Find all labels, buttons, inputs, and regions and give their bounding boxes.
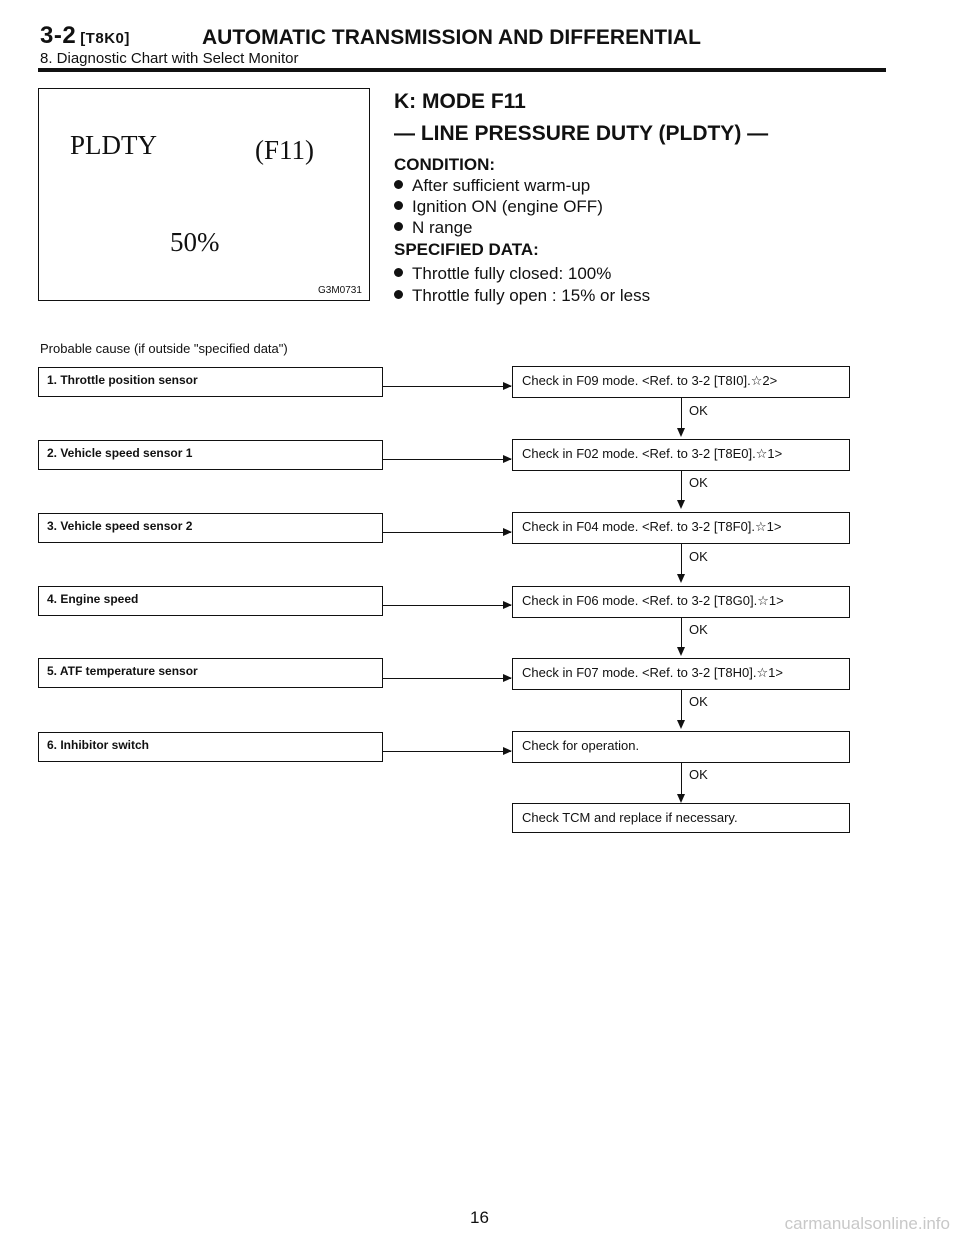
condition-item: After sufficient warm-up <box>394 176 590 196</box>
check-box: Check in F07 mode. <Ref. to 3-2 [T8H0].☆1> <box>512 658 850 690</box>
ok-label: OK <box>689 475 708 490</box>
check-box: Check in F04 mode. <Ref. to 3-2 [T8F0].☆1> <box>512 512 850 544</box>
page-number: 16 <box>470 1208 489 1227</box>
arrow-right-icon <box>503 747 512 755</box>
connector-line <box>383 751 511 752</box>
connector-line <box>383 605 511 606</box>
arrow-down-icon <box>677 720 685 729</box>
arrow-down-icon <box>677 500 685 509</box>
ok-label: OK <box>689 622 708 637</box>
arrow-right-icon <box>503 528 512 536</box>
connector-line <box>681 618 682 647</box>
monitor-value: 50% <box>170 227 220 257</box>
connector-line <box>681 471 682 500</box>
arrow-down-icon <box>677 574 685 583</box>
arrow-down-icon <box>677 794 685 803</box>
cause-box: 4. Engine speed <box>38 586 383 616</box>
sub-code: [T8K0] <box>80 30 130 47</box>
cause-box: 6. Inhibitor switch <box>38 732 383 762</box>
bullet-icon <box>394 290 403 299</box>
bullet-icon <box>394 201 403 210</box>
monitor-mode: (F11) <box>255 135 314 165</box>
ok-label: OK <box>689 767 708 782</box>
connector-line <box>681 398 682 428</box>
mode-title: K: MODE F11 <box>394 90 526 113</box>
connector-line <box>681 544 682 574</box>
watermark: carmanualsonline.info <box>784 1214 950 1233</box>
mode-subtitle: — LINE PRESSURE DUTY (PLDTY) — <box>394 122 769 145</box>
bullet-icon <box>394 222 403 231</box>
bullet-icon <box>394 268 403 277</box>
arrow-right-icon <box>503 601 512 609</box>
connector-line <box>383 532 511 533</box>
connector-line <box>681 690 682 720</box>
condition-item: Ignition ON (engine OFF) <box>394 197 603 217</box>
ok-label: OK <box>689 403 708 418</box>
cause-box: 2. Vehicle speed sensor 1 <box>38 440 383 470</box>
bullet-icon <box>394 180 403 189</box>
specified-heading: SPECIFIED DATA: <box>394 240 539 259</box>
section-code: 3-2 [T8K0] <box>40 22 130 49</box>
check-box: Check in F06 mode. <Ref. to 3-2 [T8G0].☆1> <box>512 586 850 618</box>
final-check-box: Check TCM and replace if necessary. <box>512 803 850 833</box>
connector-line <box>383 678 511 679</box>
check-box: Check in F09 mode. <Ref. to 3-2 [T8I0].☆2> <box>512 366 850 398</box>
arrow-down-icon <box>677 428 685 437</box>
specified-item: Throttle fully open : 15% or less <box>394 286 650 306</box>
check-box: Check in F02 mode. <Ref. to 3-2 [T8E0].☆1> <box>512 439 850 471</box>
specified-item: Throttle fully closed: 100% <box>394 264 611 284</box>
cause-box: 1. Throttle position sensor <box>38 367 383 397</box>
ok-label: OK <box>689 549 708 564</box>
arrow-right-icon <box>503 455 512 463</box>
arrow-down-icon <box>677 647 685 656</box>
connector-line <box>383 459 511 460</box>
subsection-title: 8. Diagnostic Chart with Select Monitor <box>40 50 299 67</box>
monitor-param: PLDTY <box>70 130 157 160</box>
ok-label: OK <box>689 694 708 709</box>
probable-cause-label: Probable cause (if outside "specified data") <box>40 341 288 356</box>
condition-item: N range <box>394 218 472 238</box>
condition-heading: CONDITION: <box>394 155 496 174</box>
check-box: Check for operation. <box>512 731 850 763</box>
connector-line <box>681 763 682 794</box>
page-title: AUTOMATIC TRANSMISSION AND DIFFERENTIAL <box>202 26 701 49</box>
arrow-right-icon <box>503 382 512 390</box>
cause-box: 3. Vehicle speed sensor 2 <box>38 513 383 543</box>
connector-line <box>383 386 511 387</box>
arrow-right-icon <box>503 674 512 682</box>
header-rule <box>38 68 886 72</box>
monitor-display <box>38 88 370 301</box>
cause-box: 5. ATF temperature sensor <box>38 658 383 688</box>
figure-code: G3M0731 <box>318 285 362 296</box>
